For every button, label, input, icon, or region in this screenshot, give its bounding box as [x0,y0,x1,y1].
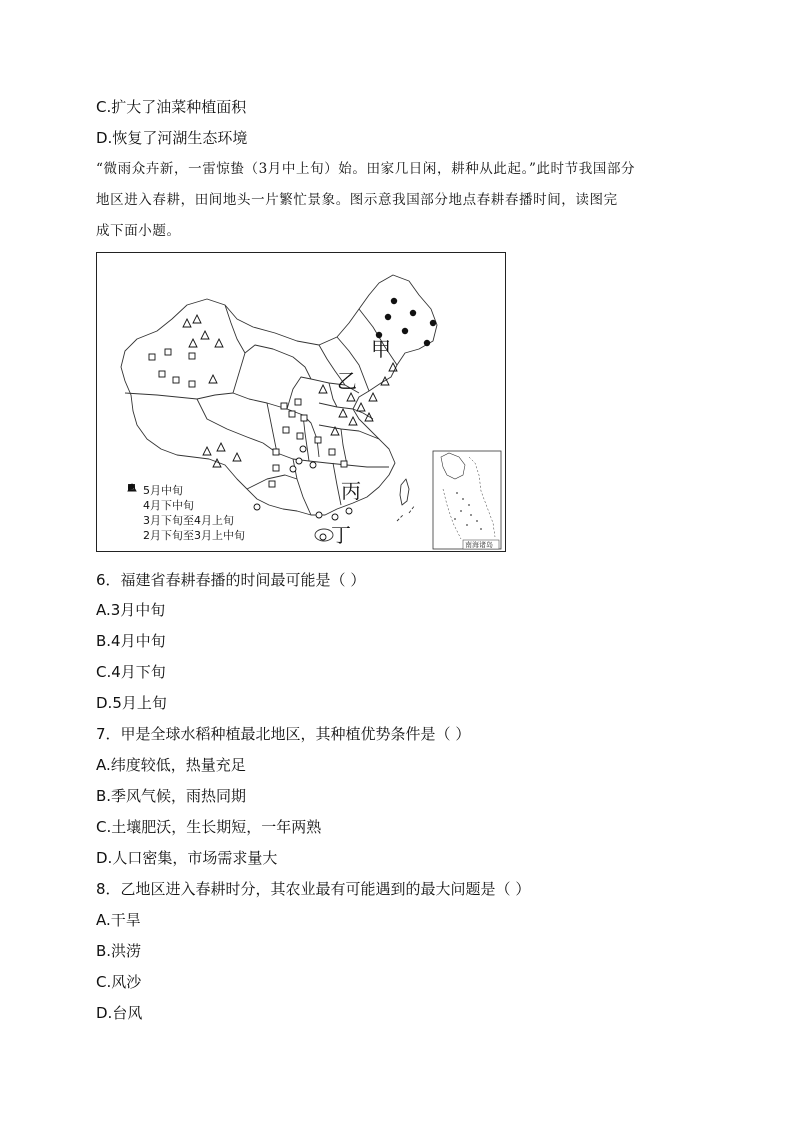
question-6-option-c: C.4月下旬 [96,663,166,681]
label-ding: 丁 [331,523,351,547]
intro-line-2: 地区进入春耕，田间地头一片繁忙景象。图示意我国部分地点春耕春播时间，读图完 [96,192,618,208]
question-7-option-c: C.土壤肥沃，生长期短，一年两熟 [96,818,322,836]
spring-plowing-map [96,252,506,552]
question-7-option-b: B.季风气候，雨热同期 [96,787,247,805]
question-8-stem: 8．乙地区进入春耕时分，其农业最有可能遇到的最大问题是（ ） [96,880,531,898]
question-6-option-a: A.3月中旬 [96,601,166,619]
legend-label: 4月下中旬 [143,499,194,512]
question-6-stem: 6．福建省春耕春播的时间最可能是（ ） [96,571,366,589]
question-6-option-d: D.5月上旬 [96,694,167,712]
question-6-option-b: B.4月中旬 [96,632,166,650]
question-7-stem: 7．甲是全球水稻种植最北地区，其种植优势条件是（ ） [96,725,471,743]
legend-item [127,528,245,543]
legend-item [127,513,245,528]
legend-label: 3月下旬至4月上旬 [143,514,234,527]
legend-label: 5月中旬 [143,484,183,497]
intro-paragraph [96,154,696,247]
question-8-option-c: C.风沙 [96,973,142,991]
map-legend [127,483,245,543]
question-7-option-a: A.纬度较低，热量充足 [96,756,246,774]
question-8-option-a: A.干旱 [96,911,141,929]
question-8-option-d: D.台风 [96,1004,143,1022]
inset-label-south-china-sea: 南海诸岛 [465,541,493,549]
label-jia: 甲 [371,337,391,361]
option-d-prev: D.恢复了河湖生态环境 [96,129,248,147]
intro-line-1: “微雨众卉新，一雷惊蛰（3月中上旬）始。田家几日闲，耕种从此起。”此时节我国部分 [96,161,636,177]
label-bing: 丙 [341,479,361,503]
legend-item [127,498,245,513]
option-c-prev: C.扩大了油菜种植面积 [96,98,247,116]
label-yi: 乙 [337,369,357,393]
intro-line-3: 成下面小题。 [96,223,181,239]
question-8-option-b: B.洪涝 [96,942,142,960]
question-7-option-d: D.人口密集，市场需求量大 [96,849,278,867]
legend-label: 2月下旬至3月上中旬 [143,529,245,542]
legend-item [127,483,245,498]
